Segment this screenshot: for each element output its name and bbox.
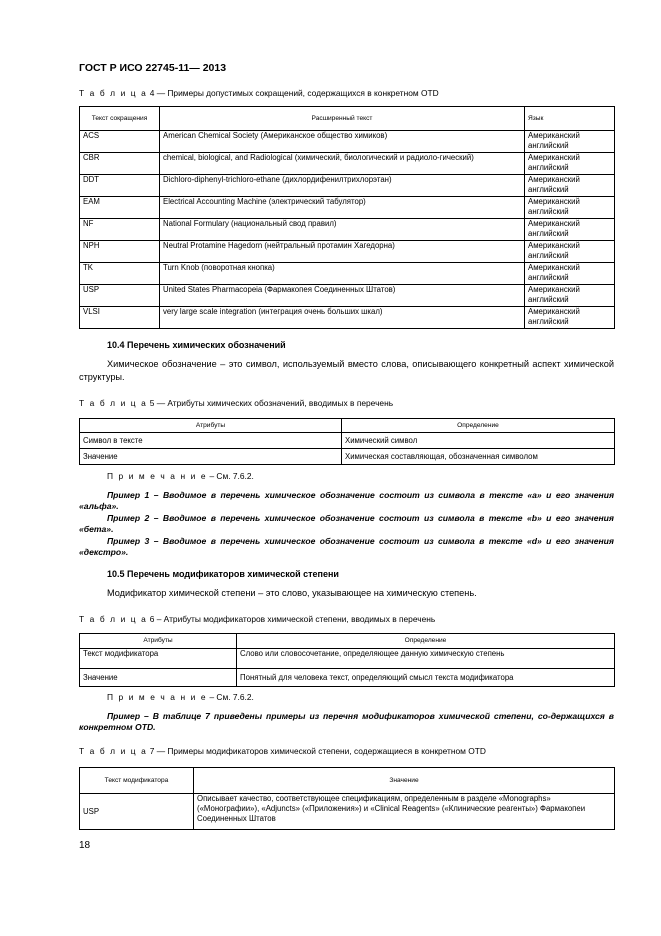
note-text: – См. 7.6.2. [209,692,254,702]
table-number: 7 [149,746,155,756]
col-text-header: Расширенный текст [160,107,525,131]
cell-text: Turn Knob (поворотная кнопка) [160,263,525,285]
cell-lang: Американский английский [525,219,615,241]
cell-text: United States Pharmacopeia (Фармакопея Соединенных Штатов) [160,285,525,307]
cell-def: Понятный для человека текст, определяющий смысл текста модификатора [237,669,615,687]
cell-abbr: VLSI [80,307,160,329]
table-row [80,219,615,241]
table-row [80,449,615,465]
paragraph: Модификатор химической степени – это слово, указывающее на химическую степень. [107,588,477,598]
table5 [79,418,615,465]
table-row [80,794,615,830]
cell-text: National Formulary (национальный свод правил) [160,219,525,241]
col-mod-header: Текст модификатора [80,768,194,794]
table-row [80,307,615,329]
table-label: Т а б л и ц а [79,746,148,756]
table-number: 6 [149,614,155,624]
example-item: Пример 1 – Вводимое в перечень химическое обозначение состоит из символа в тексте «a» и его значения «альфа». [79,490,614,511]
cell-def: Химическая составляющая, обозначенная символом [342,449,615,465]
cell-lang: Американский английский [525,285,615,307]
cell-def: Слово или словосочетание, определяющее данную химическую степень [237,649,615,669]
cell-lang: Американский английский [525,131,615,153]
table-number: 4 [149,88,155,98]
table-row [80,433,615,449]
section-10-5-title: 10.5 Перечень модификаторов химической степени [107,569,339,579]
table-caption-text: — Примеры модификаторов химической степени, содержащиеся в конкретном OTD [156,746,486,756]
cell-lang: Американский английский [525,175,615,197]
example-item: Пример – В таблице 7 приведены примеры из перечня модификаторов химической степени, со-держащихся в конкретном OTD. [79,711,614,732]
cell-abbr: ACS [80,131,160,153]
table-row [80,241,615,263]
cell-val: Описывает качество, соответствующее спецификациям, определенным в разделе «Monographs» («Монографии»), «Adjuncts» («Приложения») и «Clinical Reagents» («Клинические реагенты») Фармакопеи Соединенных Штатов [194,794,615,830]
cell-lang: Американский английский [525,241,615,263]
cell-attr: Значение [80,449,342,465]
cell-abbr: EAM [80,197,160,219]
paragraph: Химическое обозначение – это символ, используемый вместо слова, описывающего конкретный аспект химической структуры. [79,359,614,382]
table-row [80,649,615,669]
table-row [80,669,615,687]
col-attr-header: Атрибуты [80,634,237,649]
note-label: П р и м е ч а н и е [107,471,208,481]
cell-attr: Значение [80,669,237,687]
col-lang-header: Язык [525,107,615,131]
col-def-header: Определение [237,634,615,649]
cell-text: very large scale integration (интеграция очень больших шкал) [160,307,525,329]
note-text: – См. 7.6.2. [209,471,254,481]
table-caption-text: — Примеры допустимых сокращений, содержащихся в конкретном OTD [156,88,439,98]
example-item: Пример 2 – Вводимое в перечень химическое обозначение состоит из символа в тексте «b» и его значения «бета». [79,513,614,534]
cell-abbr: NPH [80,241,160,263]
col-def-header: Определение [342,419,615,433]
cell-abbr: CBR [80,153,160,175]
table5-caption [79,398,393,408]
cell-text: American Chemical Society (Американское общество химиков) [160,131,525,153]
table-row [80,285,615,307]
note-label: П р и м е ч а н и е [107,692,208,702]
cell-lang: Американский английский [525,153,615,175]
table-row [80,175,615,197]
note-1 [107,471,254,481]
table-row [80,131,615,153]
table6 [79,633,615,687]
table-row [80,197,615,219]
examples-1 [79,490,614,559]
col-val-header: Значение [194,768,615,794]
table-label: Т а б л и ц а [79,398,148,408]
cell-def: Химический символ [342,433,615,449]
cell-abbr: DDT [80,175,160,197]
table-label: Т а б л и ц а [79,614,148,624]
cell-text: chemical, biological, and Radiological (химический, биологический и радиоло-гический) [160,153,525,175]
table7-caption [79,746,486,756]
table4-caption [79,88,439,98]
table6-caption [79,614,435,624]
cell-text: Neutral Protamine Hagedorn (нейтральный протамин Хагедорна) [160,241,525,263]
cell-lang: Американский английский [525,307,615,329]
cell-text: Electrical Accounting Machine (электрический табулятор) [160,197,525,219]
document-header: ГОСТ Р ИСО 22745-11— 2013 [79,62,227,74]
cell-text: Dichloro-diphenyl-trichloro-ethane (дихлордифенилтрихлорэтан) [160,175,525,197]
cell-attr: Текст модификатора [80,649,237,669]
cell-mod: USP [80,794,194,830]
example-item: Пример 3 – Вводимое в перечень химическое обозначение состоит из символа в тексте «d» и его значения «декстро». [79,536,614,557]
note-2 [107,692,254,702]
section-10-4-text [79,358,614,383]
table-number: 5 [149,398,155,408]
cell-lang: Американский английский [525,263,615,285]
table7 [79,767,615,830]
cell-abbr: USP [80,285,160,307]
page-number: 18 [79,840,91,851]
example-2 [79,711,614,734]
table-row [80,263,615,285]
cell-attr: Символ в тексте [80,433,342,449]
cell-abbr: NF [80,219,160,241]
table-caption-text: – Атрибуты модификаторов химической степени, вводимых в перечень [156,614,436,624]
col-attr-header: Атрибуты [80,419,342,433]
cell-lang: Американский английский [525,197,615,219]
table-caption-text: — Атрибуты химических обозначений, вводимых в перечень [156,398,394,408]
table4 [79,106,615,329]
table-label: Т а б л и ц а [79,88,148,98]
section-10-4-title: 10.4 Перечень химических обозначений [107,340,286,350]
col-abbr-header: Текст сокращения [80,107,160,131]
table-row [80,153,615,175]
cell-abbr: TK [80,263,160,285]
section-10-5-text [79,587,614,600]
